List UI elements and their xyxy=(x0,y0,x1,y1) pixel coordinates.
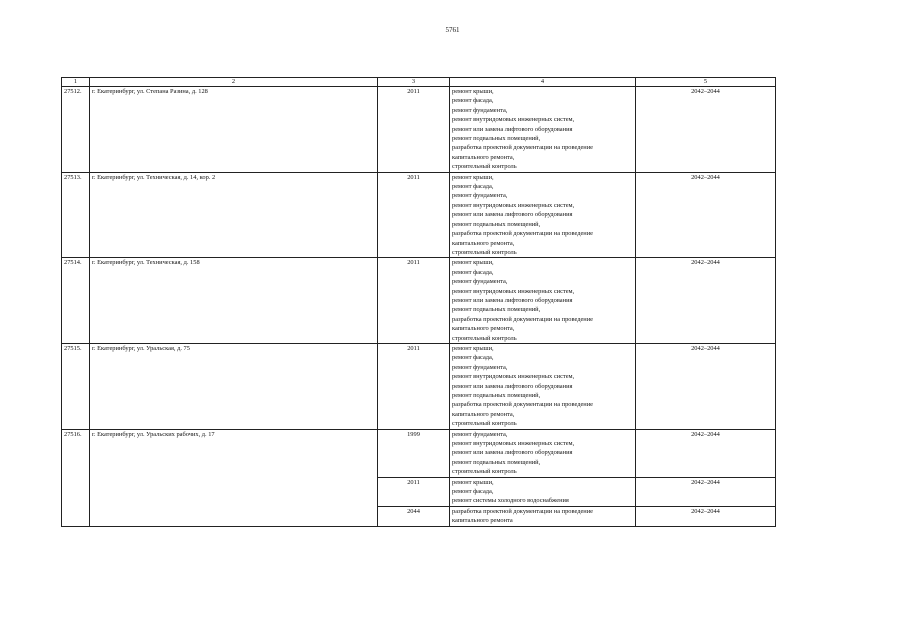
row-period: 2042–2044 xyxy=(636,258,776,344)
row-period: 2042–2044 xyxy=(636,506,776,526)
work-item: ремонт подвальных помещений, xyxy=(452,220,541,228)
row-number: 27514. xyxy=(62,258,90,344)
row-address: г. Екатеринбург, ул. Уральских рабочих, д. 17 xyxy=(90,429,378,526)
work-item: ремонт фасада, xyxy=(452,488,494,496)
work-item: капитального ремонта xyxy=(452,517,513,525)
work-item: капитального ремонта, xyxy=(452,153,515,161)
row-year: 1999 xyxy=(378,429,450,477)
work-item: ремонт крыши, xyxy=(452,478,494,486)
work-item: строительный контроль xyxy=(452,334,517,342)
row-year: 2011 xyxy=(378,258,450,344)
work-item: строительный контроль xyxy=(452,468,517,476)
work-item: ремонт системы холодного водоснабжения xyxy=(452,497,569,505)
table-row xyxy=(62,172,776,258)
work-item: ремонт внутридомовых инженерных систем, xyxy=(452,373,575,381)
table-row xyxy=(62,343,776,429)
work-item: ремонт внутридомовых инженерных систем, xyxy=(452,287,575,295)
work-item: ремонт фасада, xyxy=(452,268,494,276)
work-item: ремонт фасада, xyxy=(452,183,494,191)
row-year: 2011 xyxy=(378,477,450,506)
work-item: капитального ремонта, xyxy=(452,239,515,247)
work-item: ремонт фундамента, xyxy=(452,106,508,114)
work-item: ремонт фундамента, xyxy=(452,430,508,438)
work-item: ремонт или замена лифтового оборудования xyxy=(452,449,573,457)
work-item: строительный контроль xyxy=(452,420,517,428)
row-number: 27513. xyxy=(62,172,90,258)
work-item: ремонт подвальных помещений, xyxy=(452,306,541,314)
row-number: 27512. xyxy=(62,87,90,173)
work-item: разработка проектной документации на проведение xyxy=(452,230,593,238)
work-item: ремонт фасада, xyxy=(452,354,494,362)
work-item: разработка проектной документации на проведение xyxy=(452,144,593,152)
row-period: 2042–2044 xyxy=(636,172,776,258)
row-year: 2011 xyxy=(378,343,450,429)
work-item: ремонт фасада, xyxy=(452,97,494,105)
row-works xyxy=(450,343,636,429)
work-item: ремонт или замена лифтового оборудования xyxy=(452,296,573,304)
row-period: 2042–2044 xyxy=(636,87,776,173)
work-item: ремонт внутридомовых инженерных систем, xyxy=(452,116,575,124)
page-number: 5761 xyxy=(445,26,460,34)
work-item: ремонт фундамента, xyxy=(452,363,508,371)
work-item: ремонт крыши, xyxy=(452,173,494,181)
work-item: строительный контроль xyxy=(452,248,517,256)
row-works xyxy=(450,506,636,526)
header-col-5: 5 xyxy=(636,78,776,87)
row-address: г. Екатеринбург, ул. Уральская, д. 75 xyxy=(90,343,378,429)
work-item: ремонт фундамента, xyxy=(452,278,508,286)
row-year: 2044 xyxy=(378,506,450,526)
row-address: г. Екатеринбург, ул. Техническая, д. 14, кор. 2 xyxy=(90,172,378,258)
work-item: ремонт крыши, xyxy=(452,88,494,95)
table-body xyxy=(62,87,776,527)
work-item: разработка проектной документации на проведение xyxy=(452,315,593,323)
work-item: капитального ремонта, xyxy=(452,325,515,333)
row-number: 27515. xyxy=(62,343,90,429)
work-item: ремонт или замена лифтового оборудования xyxy=(452,125,573,133)
table-row xyxy=(62,87,776,173)
row-works xyxy=(450,87,636,173)
work-item: ремонт подвальных помещений, xyxy=(452,458,541,466)
row-address: г. Екатеринбург, ул. Техническая, д. 158 xyxy=(90,258,378,344)
header-col-4: 4 xyxy=(450,78,636,87)
row-period: 2042–2044 xyxy=(636,343,776,429)
work-item: ремонт подвальных помещений, xyxy=(452,392,541,399)
row-period: 2042–2044 xyxy=(636,429,776,477)
row-number: 27516. xyxy=(62,429,90,526)
header-col-2: 2 xyxy=(90,78,378,87)
work-item: ремонт подвальных помещений, xyxy=(452,135,541,143)
row-year: 2011 xyxy=(378,172,450,258)
row-year: 2011 xyxy=(378,87,450,173)
work-item: ремонт или замена лифтового оборудования xyxy=(452,211,573,219)
work-item: ремонт внутридомовых инженерных систем, xyxy=(452,201,575,209)
work-item: ремонт крыши, xyxy=(452,344,494,352)
row-works xyxy=(450,258,636,344)
work-item: строительный контроль xyxy=(452,163,517,171)
work-item: ремонт крыши, xyxy=(452,259,494,267)
work-item: капитального ремонта, xyxy=(452,410,515,418)
capital-repair-table xyxy=(61,77,776,527)
work-item: ремонт фундамента, xyxy=(452,192,508,200)
header-col-3: 3 xyxy=(378,78,450,87)
header-row xyxy=(62,78,776,87)
work-item: ремонт или замена лифтового оборудования xyxy=(452,382,573,390)
row-works xyxy=(450,429,636,477)
work-item: разработка проектной документации на проведение xyxy=(452,401,593,409)
header-col-1: 1 xyxy=(62,78,90,87)
table-row xyxy=(62,258,776,344)
row-period: 2042–2044 xyxy=(636,477,776,506)
row-works xyxy=(450,477,636,506)
row-works xyxy=(450,172,636,258)
row-address: г. Екатеринбург, ул. Степана Разина, д. 128 xyxy=(90,87,378,173)
table-row xyxy=(62,429,776,477)
work-item: разработка проектной документации на проведение xyxy=(452,507,593,515)
work-item: ремонт внутридомовых инженерных систем, xyxy=(452,440,575,448)
